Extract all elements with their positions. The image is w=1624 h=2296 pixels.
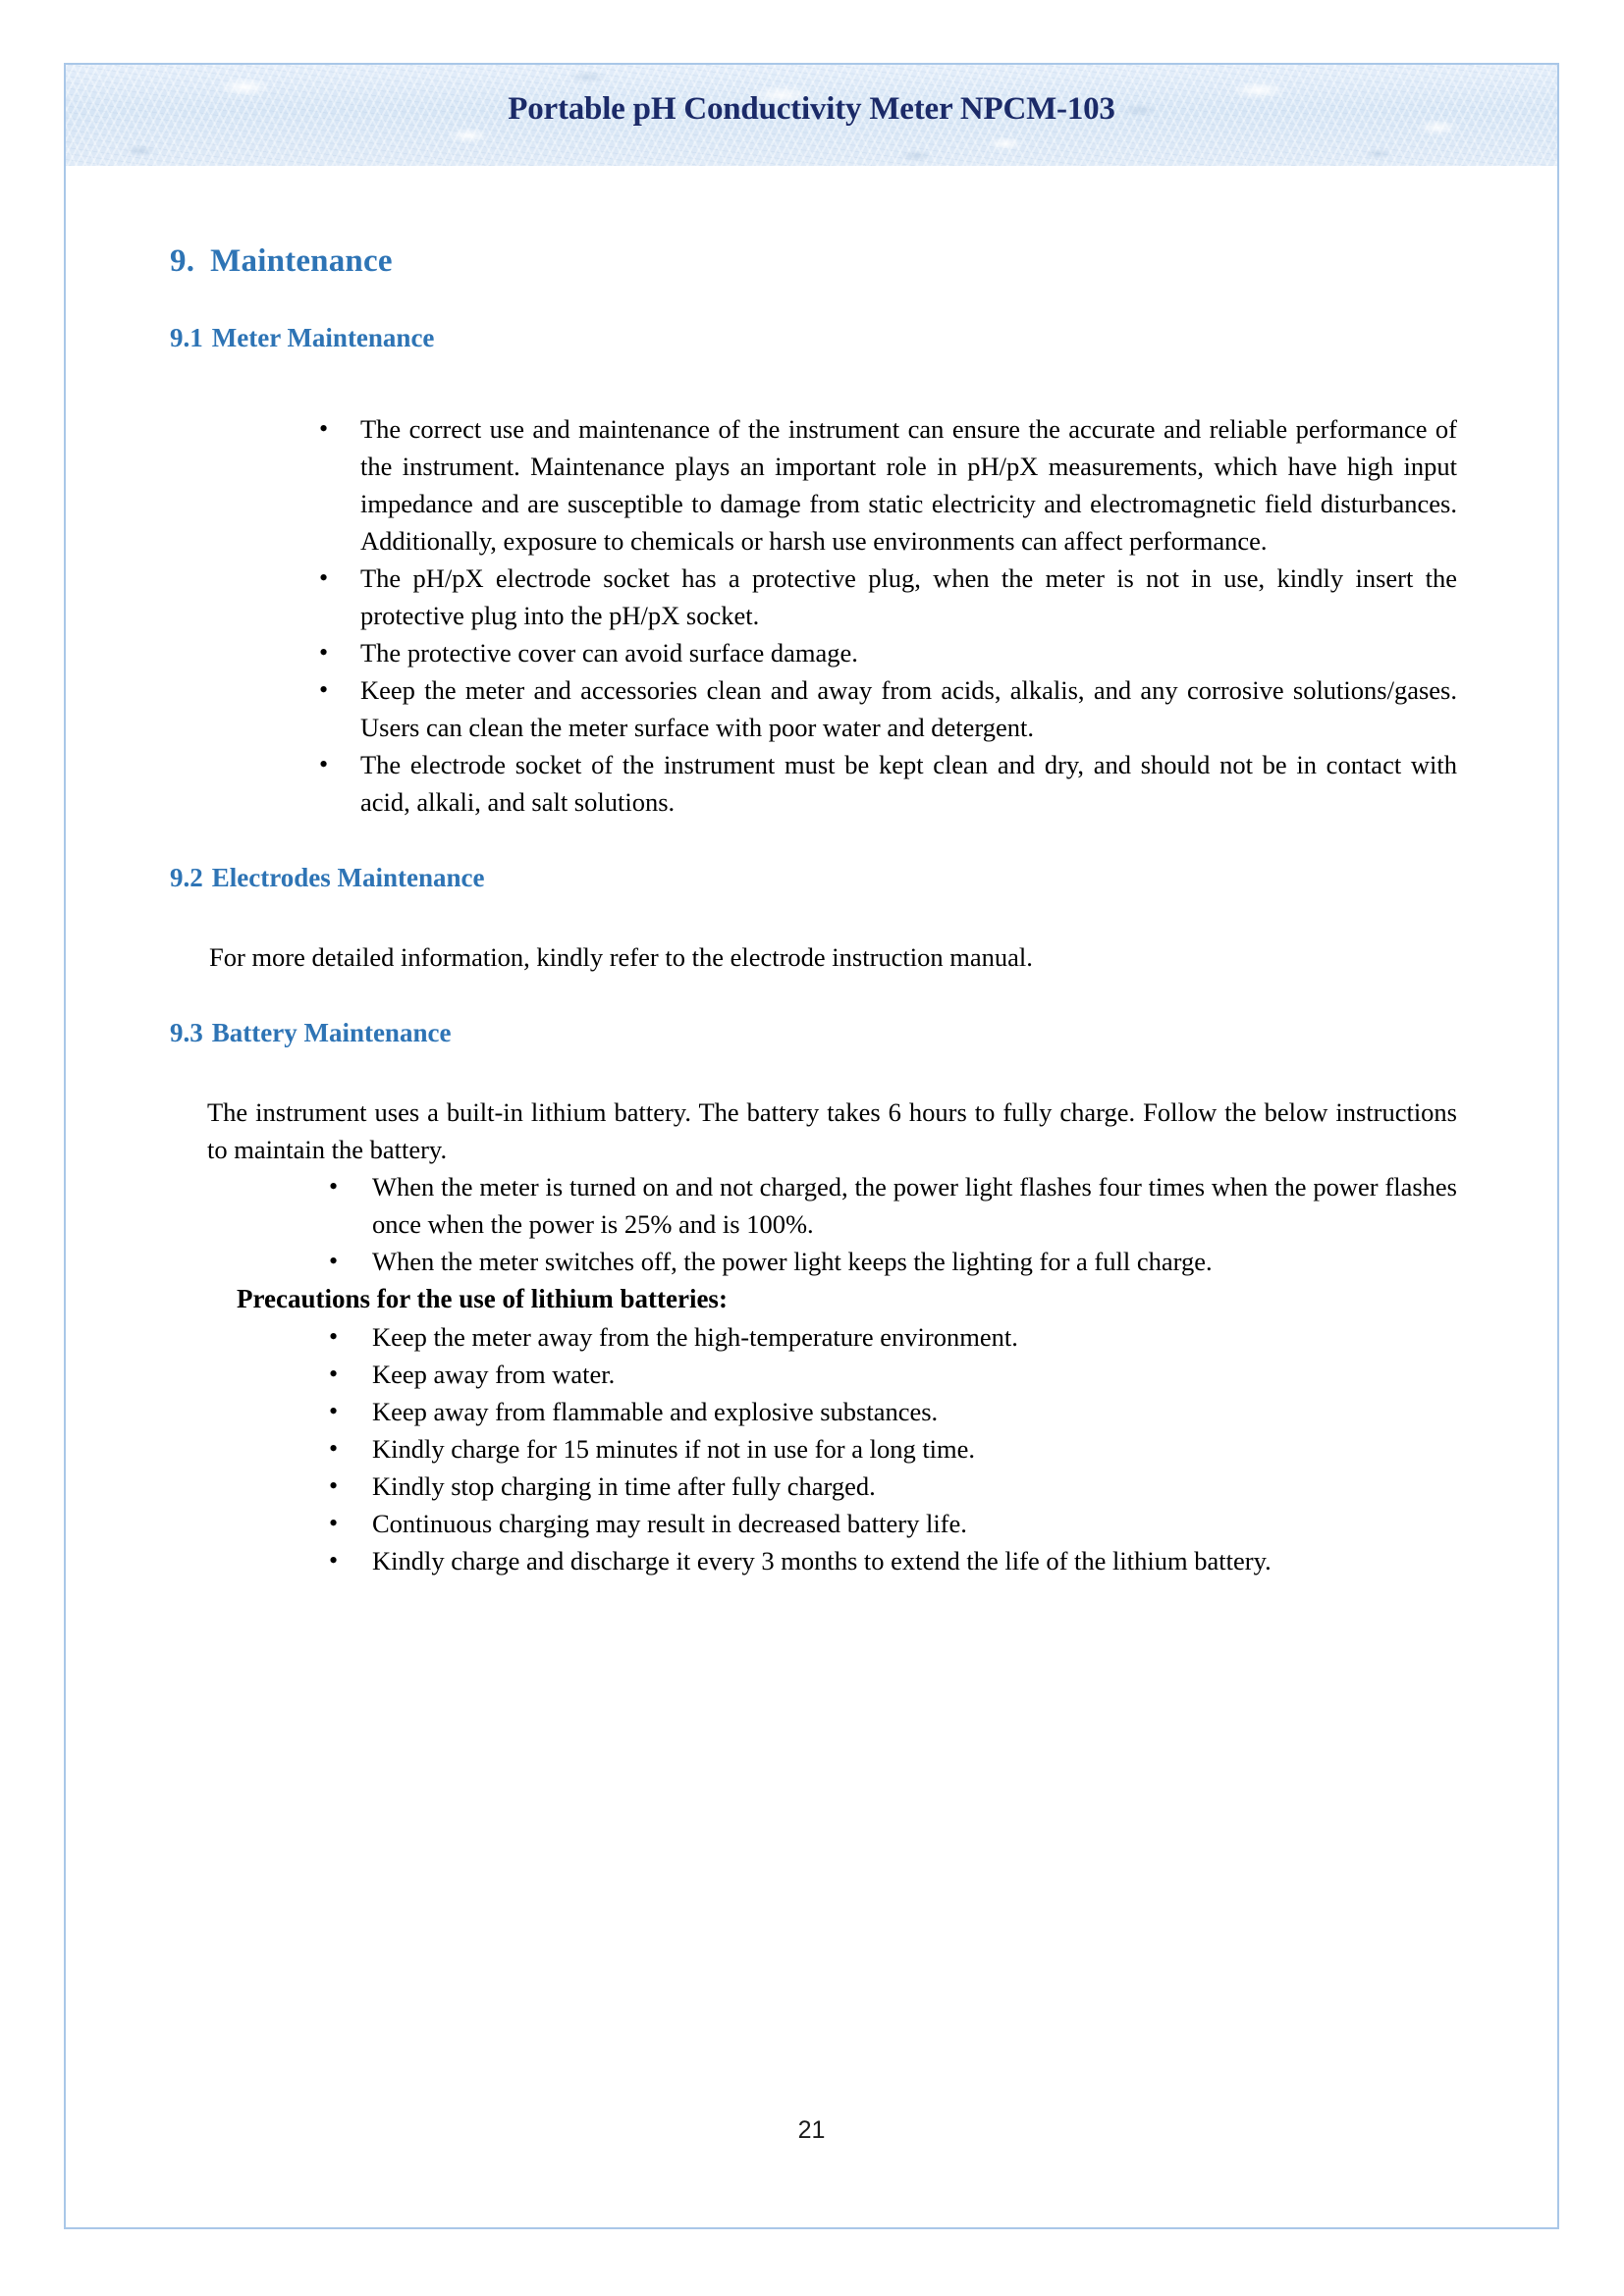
document-page <box>64 63 1559 2229</box>
bullet-glyph-icon: • <box>329 1322 339 1352</box>
list-item <box>319 746 1457 821</box>
bullet-glyph-icon: • <box>329 1434 339 1464</box>
list-item <box>319 410 1457 560</box>
bullet-glyph-icon: • <box>319 750 329 779</box>
bullet-glyph-icon: • <box>329 1172 339 1201</box>
heading-9-3 <box>170 1018 1457 1048</box>
paragraph-battery-intro: The instrument uses a built-in lithium battery. The battery takes 6 hours to fully charge. Follow the below instructions to maintain the battery. <box>207 1097 1457 1165</box>
heading-9-2-number: 9.2 <box>170 863 203 893</box>
list-item-text: The correct use and maintenance of the instrument can ensure the accurate and reliable performance of the instrument. Maintenance plays an important role in pH/pX measurements, which have high input impedance and are susceptible to damage from static electricity and electromagnetic field disturbances. Additionally, exposure to chemicals or harsh use environments can affect performance. <box>360 413 1457 557</box>
document-title: Portable pH Conductivity Meter NPCM-103 <box>508 91 1115 127</box>
list-item <box>329 1318 1457 1356</box>
list-item-text: Keep away from water. <box>372 1360 616 1390</box>
list-item-text: The pH/pX electrode socket has a protective plug, when the meter is not in use, kindly insert the protective plug into the pH/pX socket. <box>360 563 1457 631</box>
heading-9-2 <box>170 863 1457 893</box>
page-header-band <box>66 65 1557 166</box>
list-battery-behavior <box>329 1168 1457 1280</box>
list-item <box>319 671 1457 746</box>
list-item <box>329 1468 1457 1505</box>
bullet-glyph-icon: • <box>319 638 329 667</box>
heading-9-2-title: Electrodes Maintenance <box>211 863 485 893</box>
list-item-text: Kindly charge for 15 minutes if not in use for a long time. <box>372 1434 976 1465</box>
list-battery-precautions <box>329 1318 1457 1579</box>
bullet-glyph-icon: • <box>329 1471 339 1501</box>
list-item <box>329 1356 1457 1393</box>
bullet-glyph-icon: • <box>329 1397 339 1426</box>
list-item-text: Kindly charge and discharge it every 3 months to extend the life of the lithium battery. <box>372 1546 1272 1576</box>
page-number: 21 <box>797 2116 826 2144</box>
paragraph-electrodes-maintenance: For more detailed information, kindly refer to the electrode instruction manual. <box>209 942 1033 973</box>
page-content <box>170 166 1457 1579</box>
list-item <box>329 1505 1457 1542</box>
heading-9-3-title: Battery Maintenance <box>211 1018 452 1048</box>
list-item <box>329 1243 1457 1280</box>
list-item <box>329 1430 1457 1468</box>
bullet-glyph-icon: • <box>329 1247 339 1276</box>
list-item <box>329 1393 1457 1430</box>
heading-chapter-9 <box>170 243 1457 281</box>
bullet-glyph-icon: • <box>319 675 329 705</box>
heading-chapter-9-title: Maintenance <box>210 243 393 279</box>
list-item-text: Keep away from flammable and explosive substances. <box>372 1397 939 1427</box>
heading-9-1 <box>170 323 1457 353</box>
heading-chapter-9-number: 9. <box>170 243 195 279</box>
list-item-text: The protective cover can avoid surface damage. <box>360 638 858 668</box>
list-item-text: Kindly stop charging in time after fully charged. <box>372 1471 876 1502</box>
heading-9-1-number: 9.1 <box>170 322 203 352</box>
bullet-glyph-icon: • <box>329 1360 339 1389</box>
list-item-text: Keep the meter and accessories clean and away from acids, alkalis, and any corrosive solutions/gases. Users can clean the meter surface with poor water and detergent. <box>360 675 1457 743</box>
heading-9-1-title: Meter Maintenance <box>211 322 435 352</box>
list-item-text: When the meter switches off, the power light keeps the lighting for a full charge. <box>372 1247 1213 1277</box>
bullet-glyph-icon: • <box>329 1509 339 1538</box>
list-meter-maintenance <box>319 410 1457 821</box>
list-item-text: Keep the meter away from the high-temperature environment. <box>372 1322 1018 1353</box>
list-item-text: When the meter is turned on and not charged, the power light flashes four times when the power flashes once when the power is 25% and is 100%. <box>372 1172 1457 1240</box>
list-item <box>319 560 1457 634</box>
list-item <box>319 634 1457 671</box>
list-item-text: Continuous charging may result in decreased battery life. <box>372 1509 967 1539</box>
list-item <box>329 1542 1457 1579</box>
list-item <box>329 1168 1457 1243</box>
bullet-glyph-icon: • <box>329 1546 339 1575</box>
list-item-text: The electrode socket of the instrument must be kept clean and dry, and should not be in contact with acid, alkali, and salt solutions. <box>360 750 1457 818</box>
bullet-glyph-icon: • <box>319 563 329 593</box>
heading-9-3-number: 9.3 <box>170 1018 203 1048</box>
bullet-glyph-icon: • <box>319 413 329 443</box>
precautions-heading: Precautions for the use of lithium batteries: <box>237 1284 728 1314</box>
